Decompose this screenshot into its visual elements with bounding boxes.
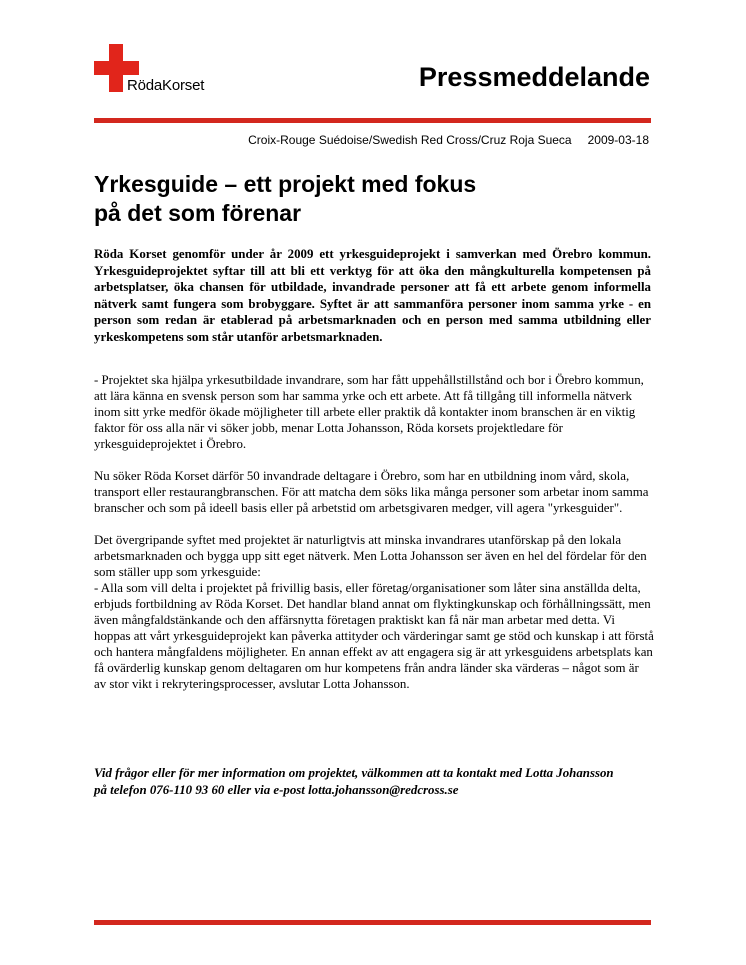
body-quote: - Alla som vill delta i projektet på frivillig basis, eller företag/organisationer som låter sina anställda delta, erbjuds fortbildning av Röda Korset. Det handlar bland annat om flyktingkunskap och förhållningssätt, men även mångfaldstänkande och den affärsnytta företagen praktiskt kan få när man arbetar med detta. Vi hoppas att vårt yrkesguideprojekt kan påverka attityder och värderingar samt ge stöd och kunskap i att förstå och hantera mångfaldens möjligheter. En annan effekt av att engagera sig är att yrkesguidens arbetsplats kan få ovärderlig kunskap genom deltagaren om hur kompetens från andra länder ska värderas – något som är av stor vikt i rekryteringsprocesser, avslutar Lotta Johansson. [94,581,654,691]
footer-rule [94,920,651,925]
lead-paragraph: Röda Korset genomför under år 2009 ett yrkesguideprojekt i samverkan med Örebro kommun. Yrkesguideprojektet syftar till att bli ett verktyg för att öka den mångkulturella kompetensen på arbetsplatser, öka chansen för utbildade, invandrade personer att få ett arbete genom informella nätverk samt fungera som brobyggare. Syftet är att sammanföra personer inom samma yrke - en person som redan är etablerad på arbetsmarknaden och en person med samma utbildning eller yrkeskompetens som står utanför arbetsmarknaden. [94,247,651,344]
contact-info: Vid frågor eller för mer information om projektet, välkommen att ta kontakt med Lotta Johansson på telefon 076-110 93 60 eller via e-post lotta.johansson@redcross.se [94,766,614,797]
logo-text: RödaKorset [127,77,205,94]
rodakorset-logo [94,44,234,94]
red-cross-icon-bar [94,61,139,75]
headline [94,170,564,228]
header-rule [94,118,651,123]
organization-name: Croix-Rouge Suédoise/Swedish Red Cross/Cruz Roja Sueca [248,133,572,147]
headline-line-1: Yrkesguide – ett projekt med fokus [94,171,477,197]
article-body [94,372,654,708]
press-release-date: 2009-03-18 [587,133,649,147]
body-paragraph-3: Det övergripande syftet med projektet är naturligtvis att minska invandrares utanförskap på den lokala arbetsmarknaden och bygga upp sitt eget nätverk. Men Lotta Johansson ser även en hel del fördelar för den som ställer upp som yrkesguide: [94,533,647,579]
body-paragraph-2: Nu söker Röda Korset därför 50 invandrade deltagare i Örebro, som har en utbildning inom vård, skola, transport eller restaurangbranschen. För att matcha dem söks lika många personer som arbetar inom samma branscher och som på ideell basis eller på arbetstid om arbetsgivaren medger, vill agera "yrkesguider". [94,469,649,515]
headline-line-2: på det som förenar [94,200,302,226]
document-type-title: Pressmeddelande [418,62,650,92]
meta-line [248,133,649,147]
body-paragraph-1: - Projektet ska hjälpa yrkesutbildade invandrare, som har fått uppehållstillstånd och bor i Örebro kommun, att lära känna en svensk person som har samma yrke och ett arbete. Att få tillgång till informella nätverk inom sitt yrke medför ökade möjligheter till arbete eller praktik då kontakter inom branschen är en viktig faktor för oss alla när vi söker jobb, menar Lotta Johansson, Röda korsets projektledare för yrkesguideprojektet i Örebro. [94,373,644,451]
